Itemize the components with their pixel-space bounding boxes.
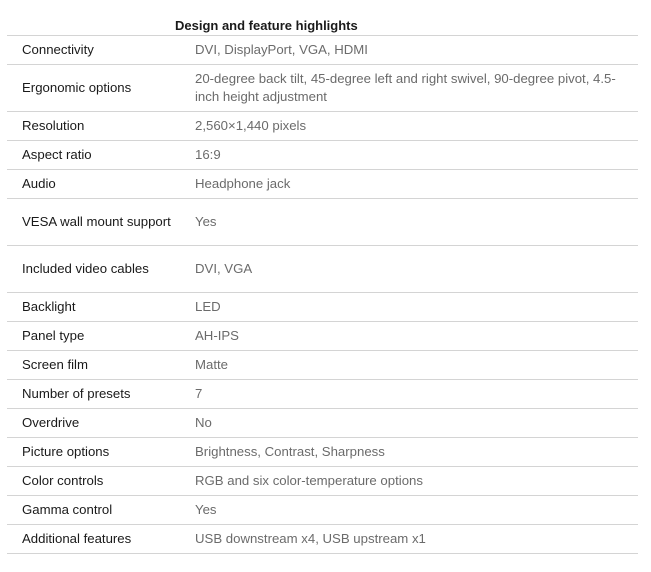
table-row: [7, 36, 638, 65]
spec-table: [7, 16, 638, 554]
table-caption: Design and feature highlights: [7, 16, 638, 36]
row-value: Yes: [195, 214, 217, 229]
table-row: [7, 467, 638, 496]
row-value: 16:9: [195, 147, 221, 162]
table-row: [7, 438, 638, 467]
table-row: [7, 525, 638, 554]
table-row: [7, 293, 638, 322]
table-row: [7, 322, 638, 351]
row-value: Matte: [195, 357, 228, 372]
table-row: [7, 380, 638, 409]
table-row: [7, 351, 638, 380]
row-label: VESA wall mount support: [22, 214, 171, 229]
row-value: AH-IPS: [195, 328, 239, 343]
row-label: Overdrive: [22, 415, 80, 430]
row-label: Gamma control: [22, 502, 113, 517]
row-label: Ergonomic options: [22, 80, 132, 95]
row-label: Picture options: [22, 444, 110, 459]
row-value: Yes: [195, 502, 217, 517]
row-label: Color controls: [22, 473, 104, 488]
row-value: LED: [195, 299, 221, 314]
table-row: [7, 199, 638, 246]
row-value: Brightness, Contrast, Sharpness: [195, 444, 385, 459]
row-label: Backlight: [22, 299, 76, 314]
row-label: Screen film: [22, 357, 88, 372]
row-label: Connectivity: [22, 42, 94, 57]
table-row: [7, 409, 638, 438]
row-value: No: [195, 415, 212, 430]
row-value: 20-degree back tilt, 45-degree left and right swivel, 90-degree pivot, 4.5-inch height adjustment: [195, 71, 616, 104]
table-row: [7, 170, 638, 199]
row-value: 7: [195, 386, 203, 401]
row-label: Additional features: [22, 531, 132, 546]
table-row: [7, 141, 638, 170]
row-value: 2,560×1,440 pixels: [195, 118, 307, 133]
table-row: [7, 246, 638, 293]
row-label: Aspect ratio: [22, 147, 92, 162]
row-value: USB downstream x4, USB upstream x1: [195, 531, 426, 546]
table-row: [7, 112, 638, 141]
row-value: DVI, VGA: [195, 261, 253, 276]
row-label: Number of presets: [22, 386, 131, 401]
table-row: [7, 496, 638, 525]
row-label: Included video cables: [22, 261, 149, 276]
row-label: Audio: [22, 176, 56, 191]
row-value: Headphone jack: [195, 176, 291, 191]
row-label: Panel type: [22, 328, 85, 343]
row-value: RGB and six color-temperature options: [195, 473, 423, 488]
row-label: Resolution: [22, 118, 85, 133]
row-value: DVI, DisplayPort, VGA, HDMI: [195, 42, 368, 57]
table-row: [7, 65, 638, 112]
